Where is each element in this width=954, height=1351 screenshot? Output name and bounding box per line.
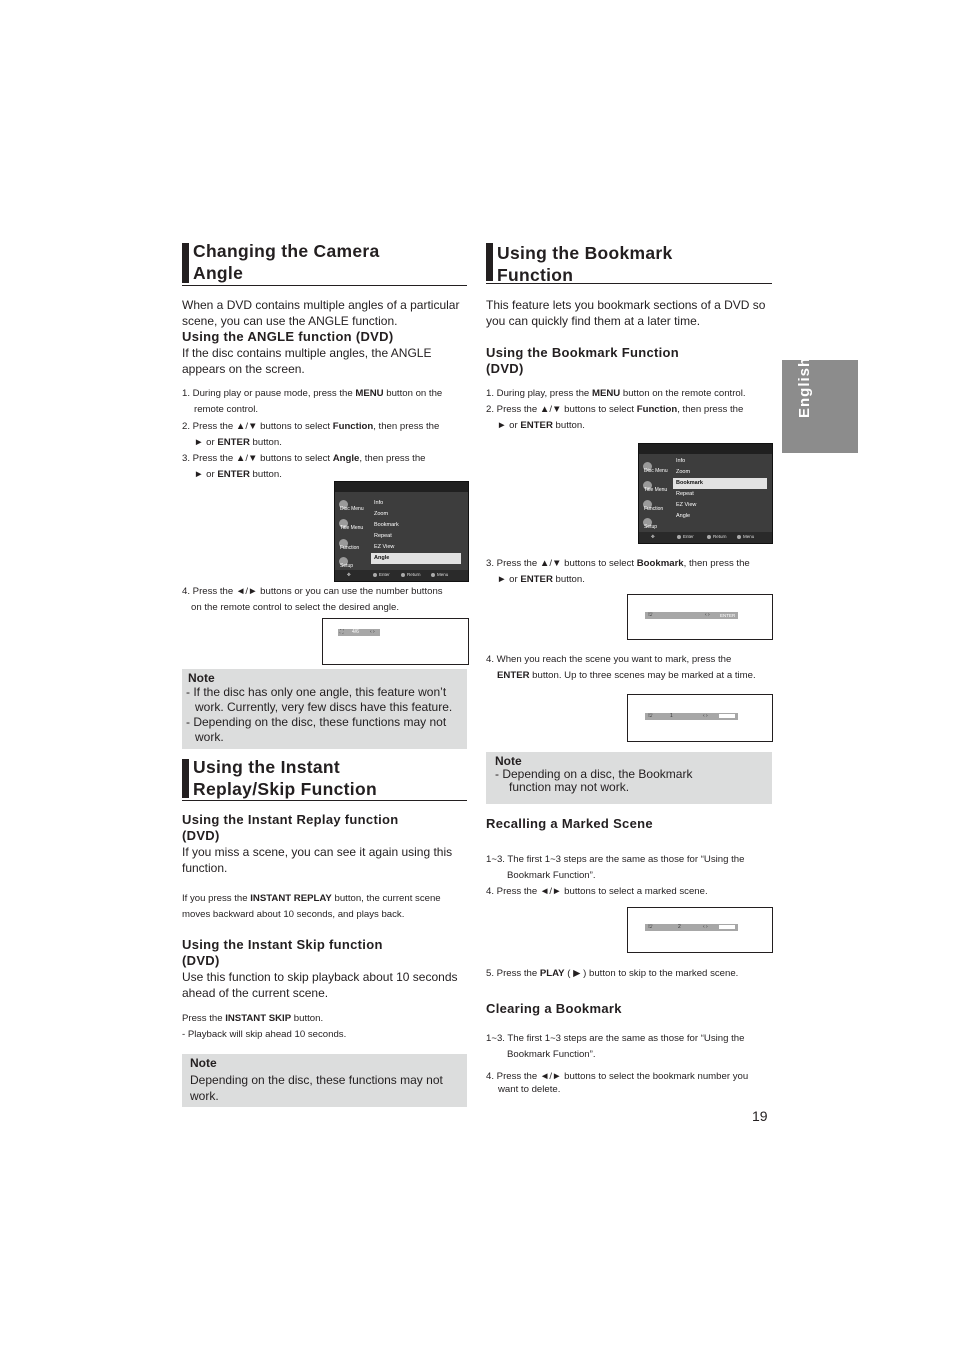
arrows-icon: ‹ › <box>703 713 708 719</box>
bookmark-intro: This feature lets you bookmark sections of a DVD so you can quickly find them at a later time. <box>486 298 766 328</box>
clear-step-4: 4. Press the ◄/► buttons to select the bookmark number you want to delete. <box>486 1071 749 1095</box>
angle-steps: 1. During play or pause mode, press the MENU button on the remote control. 2. Press the ▲/▼ buttons to select Function, then press the ► or ENTER button. 3. Press the ▲/▼ buttons to select Angle, then press the ► or ENTER button. <box>182 386 472 483</box>
setup-icon: Setup <box>641 517 671 531</box>
bookmark-subheading: Using the Bookmark Function (DVD) <box>486 345 680 376</box>
function-icon: Function <box>337 538 367 552</box>
disc-menu-icon: Disc Menu <box>337 499 367 513</box>
angle-function-subheading: Using the ANGLE function (DVD) <box>182 329 394 344</box>
angle-note: Note - If the disc has only one angle, this feature won’t work. Currently, very few discs have this feature. - Depending on the disc, these functions may not work. <box>182 669 467 749</box>
angle-step-2: 2. Press the ▲/▼ buttons to select Function, then press the <box>182 421 440 432</box>
bookmark-display-3 <box>627 907 773 953</box>
replay-subheading: Using the Instant Replay function (DVD) <box>182 812 399 843</box>
bookmark-display-1 <box>627 594 773 640</box>
bookmark-title: Using the Bookmark Function <box>497 243 673 285</box>
bookmark-heading <box>486 243 772 284</box>
nav-icon: ✥ <box>347 572 351 577</box>
bookmark-note: Note - Depending on a disc, the Bookmark function may not work. <box>486 752 772 804</box>
osd-left-icons <box>337 494 367 569</box>
replay-text: If you miss a scene, you can see it again using this function. <box>182 845 453 875</box>
replay-heading <box>182 759 467 801</box>
angle-step-3: 3. Press the ▲/▼ buttons to select Angle, then press the <box>182 453 426 464</box>
nav-icon: ✥ <box>651 534 655 539</box>
osd-item-selected: Angle <box>371 553 461 564</box>
arrows-icon: ‹ › <box>370 629 375 635</box>
recall-heading: Recalling a Marked Scene <box>486 816 653 831</box>
angle-display-frame <box>322 618 469 665</box>
angle-step-4: 4. Press the ◄/► buttons or you can use the number buttons on the remote control to select the desired angle. <box>182 586 443 613</box>
title-menu-icon: Title Menu <box>641 480 671 494</box>
language-tab: English <box>782 360 858 453</box>
bookmark-bar: ⛫ ‹ › ENTER <box>645 612 738 619</box>
osd-left-icons <box>641 456 671 531</box>
disc-menu-icon: Disc Menu <box>641 461 671 475</box>
heading-bar <box>486 243 493 281</box>
bookmark-icon: ⛫ <box>648 713 653 719</box>
bookmark-step-3: 3. Press the ▲/▼ buttons to select Bookmark, then press the ► or ENTER button. <box>486 558 750 585</box>
camera-angle-title: Changing the Camera Angle <box>193 241 380 283</box>
bookmark-slot <box>719 714 735 718</box>
setup-icon: Setup <box>337 556 367 570</box>
heading-bar <box>182 759 189 798</box>
osd-menu-angle <box>334 481 469 582</box>
camera-angle-intro: When a DVD contains multiple angles of a particular scene, you can use the ANGLE function. <box>182 298 460 328</box>
replay-title: Using the Instant Replay/Skip Function <box>193 757 377 799</box>
replay-instructions: If you press the INSTANT REPLAY button, the current scene moves backward about 10 seconds, and plays back. <box>182 893 441 920</box>
bookmark-steps: 1. During play, press the MENU button on the remote control. 2. Press the ▲/▼ buttons to select Function, then press the ► or ENTER button. <box>486 388 746 431</box>
skip-subheading: Using the Instant Skip function (DVD) <box>182 937 383 968</box>
bookmark-slot <box>719 925 735 929</box>
page-number: 19 <box>752 1108 768 1124</box>
angle-function-text: If the disc contains multiple angles, the ANGLE appears on the screen. <box>182 346 432 376</box>
clear-steps: 1~3. The first 1~3 steps are the same as those for “Using the Bookmark Function”. <box>486 1033 745 1060</box>
clear-heading: Clearing a Bookmark <box>486 1001 622 1016</box>
skip-text: Use this function to skip playback about 10 seconds ahead of the current scene. <box>182 970 458 1000</box>
bookmark-display-2 <box>627 694 773 742</box>
title-menu-icon: Title Menu <box>337 518 367 532</box>
angle-step-1: 1. During play or pause mode, press the MENU button on the <box>182 388 443 399</box>
osd-item-selected: Bookmark <box>673 478 767 489</box>
heading-bar <box>182 243 189 283</box>
osd-footer: ✥ Enter Return Menu <box>639 532 772 543</box>
bookmark-step-4: 4. When you reach the scene you want to mark, press the ENTER button. Up to three scenes may be marked at a time. <box>486 654 756 681</box>
bookmark-icon: ⛫ <box>648 924 653 930</box>
osd-footer: ✥ Enter Return Menu <box>335 570 468 581</box>
osd-items: Info Zoom Bookmark Repeat EZ View Angle <box>371 498 461 564</box>
arrows-icon: ‹ › <box>703 924 708 930</box>
replay-note: Note Depending on the disc, these functions may not work. <box>182 1054 467 1107</box>
function-icon: Function <box>641 499 671 513</box>
recall-steps: 1~3. The first 1~3 steps are the same as those for “Using the Bookmark Function”. 4. Press the ◄/► buttons to select a marked scene. <box>486 854 745 897</box>
bookmark-bar: ⛫ 2 ‹ › <box>645 924 738 931</box>
camera-angle-heading <box>182 243 467 286</box>
bookmark-bar: ⛫ 1 ‹ › <box>645 713 738 720</box>
osd-items: Info Zoom Bookmark Repeat EZ View Angle <box>673 456 767 522</box>
angle-indicator: ⛶ 4/6 ‹ › <box>338 629 380 636</box>
bookmark-icon: ⛫ <box>648 612 653 618</box>
recall-step-5: 5. Press the PLAY ( ▶ ) button to skip to the marked scene. <box>486 968 739 979</box>
osd-menu-bookmark <box>638 443 773 544</box>
angle-icon: ⛶ <box>340 629 344 635</box>
arrows-icon: ‹ › <box>705 612 710 618</box>
skip-instructions: Press the INSTANT SKIP button. - Playback will skip ahead 10 seconds. <box>182 1013 347 1040</box>
